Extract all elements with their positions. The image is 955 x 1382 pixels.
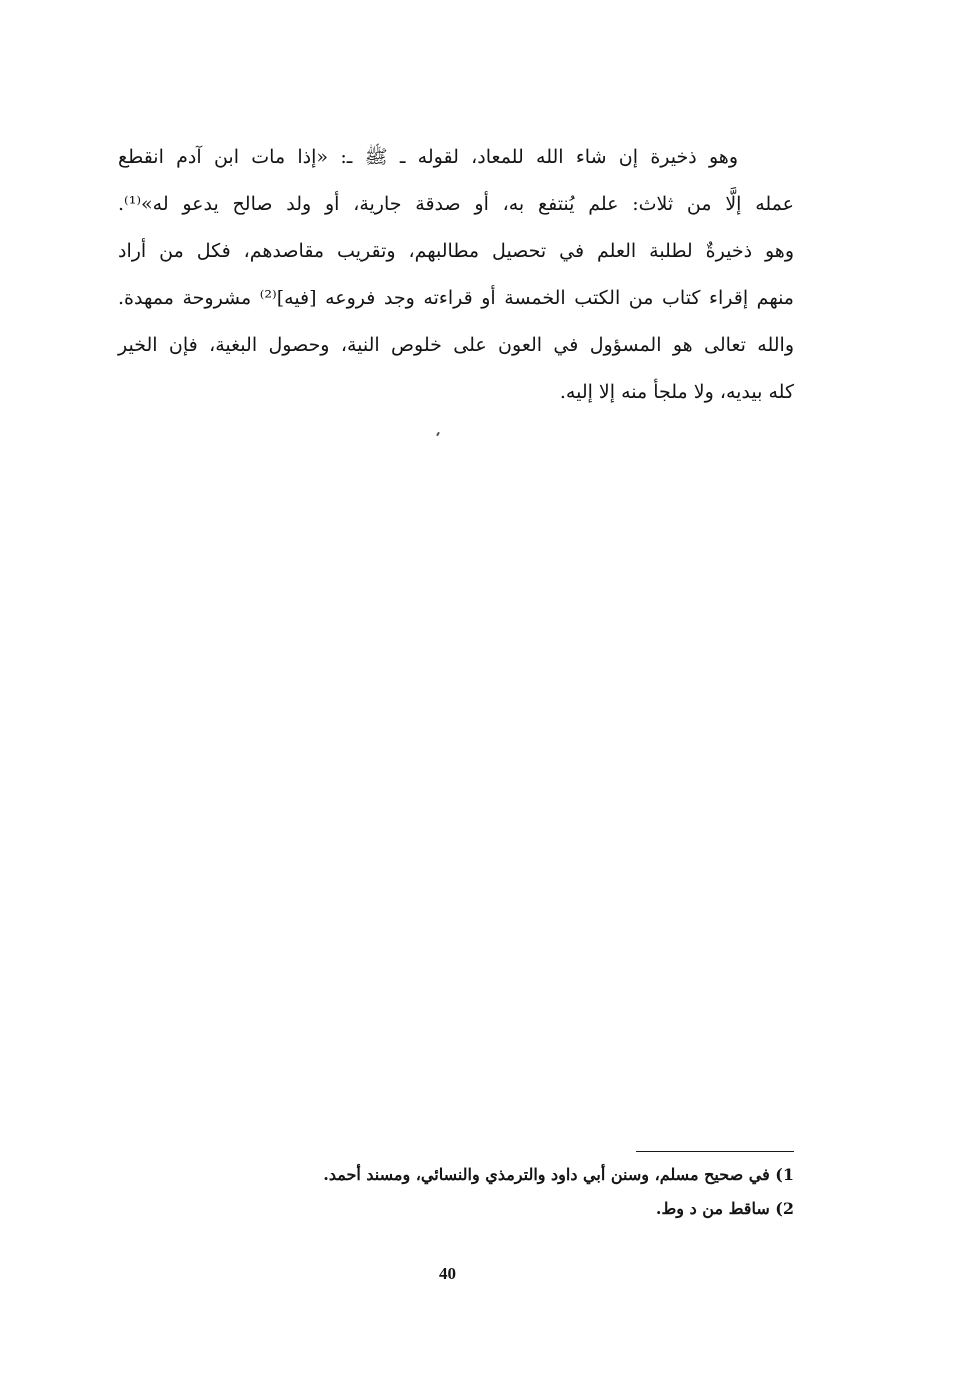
body-line-3: وهو ذخيرةٌ لطلبة العلم في تحصيل مطالبهم، وتقريب مقاصدهم، فكل من أراد: [118, 240, 794, 262]
body-line-5: والله تعالى هو المسؤول في العون على خلوص النية، وحصول البغية، فإن الخير: [118, 334, 794, 356]
footnote-separator: [636, 1151, 794, 1152]
body-line-2: عمله إلَّا من ثلاث: علم يُنتفع به، أو صدقة جارية، أو ولد صالح يدعو له»⁽¹⁾.: [118, 193, 794, 215]
body-line-1: وهو ذخيرة إن شاء الله للمعاد، لقوله ـ ﷺ ـ: «إذا مات ابن آدم انقطع: [118, 146, 738, 168]
body-text: [118, 134, 794, 416]
footnote-2: 2) ساقط من د وط.: [655, 1199, 794, 1218]
body-line-6: كله بيديه، ولا ملجأ منه إلا إليه.: [559, 381, 794, 403]
page-number: 40: [439, 1264, 456, 1283]
footnotes: [240, 1158, 794, 1226]
scan-speck: [436, 432, 440, 436]
footnote-1: 1) في صحيح مسلم، وسنن أبي داود والترمذي والنسائي، ومسند أحمد.: [323, 1165, 794, 1184]
body-line-4: منهم إقراء كتاب من الكتب الخمسة أو قراءته وجد فروعه [فيه]⁽²⁾ مشروحة ممهدة.: [118, 287, 794, 309]
